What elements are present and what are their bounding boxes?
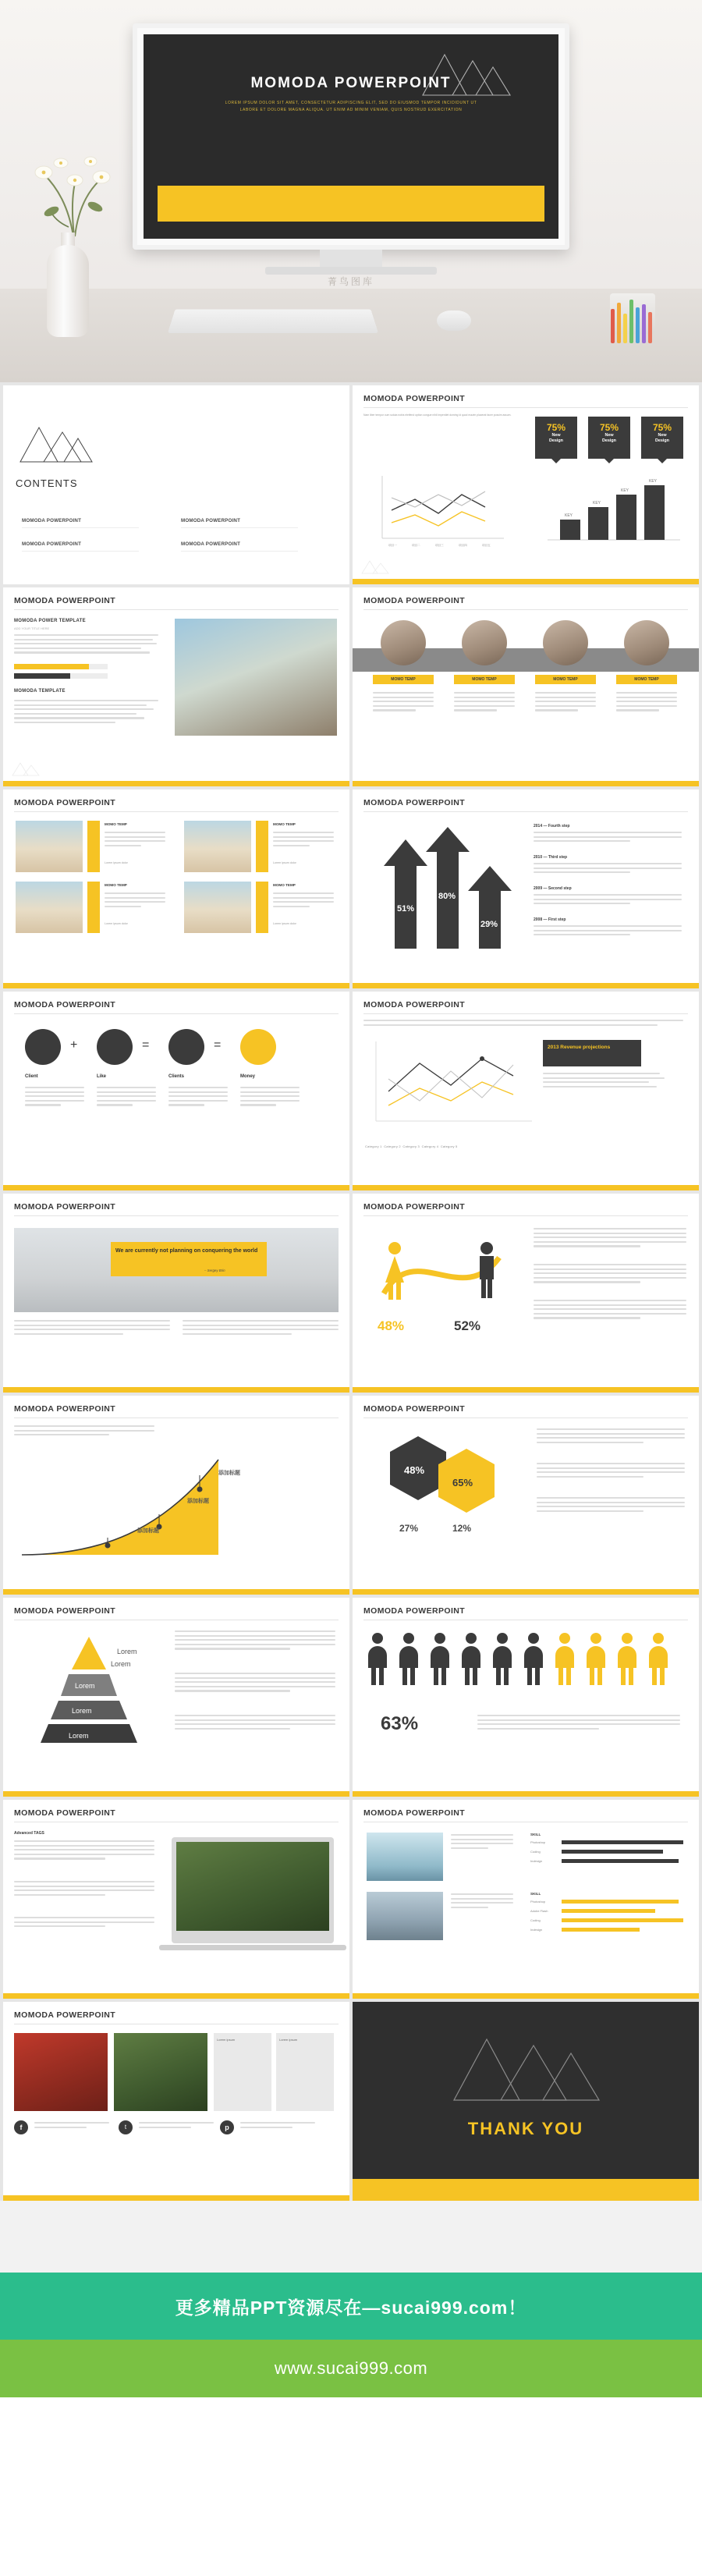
promo-banner-2: www.sucai999.com	[0, 2340, 702, 2397]
plus-operator: +	[70, 1038, 78, 1052]
profile-text-1	[373, 692, 434, 714]
section-heading-1: MOMODA POWER TEMPLATE	[14, 619, 86, 623]
pinterest-icon[interactable]: p	[220, 2120, 234, 2134]
bar-chart	[537, 471, 685, 557]
big-percent: 63%	[381, 1713, 419, 1734]
footer-spacer	[0, 2397, 702, 2444]
slide-contents[interactable]	[3, 385, 349, 584]
category-4: Category 4	[421, 1144, 439, 1148]
group-icon	[168, 1029, 204, 1065]
category-3: Category 3	[402, 1144, 420, 1148]
skill2-label-1: Photoshop	[530, 1900, 546, 1904]
card-label-4: MOMO TEMP	[273, 883, 296, 887]
step-year: 2009	[534, 886, 543, 891]
timeline-step-4: 2008 — First step	[534, 917, 566, 922]
badge-line1: New	[658, 433, 667, 438]
equals-operator-1: =	[142, 1038, 150, 1052]
contents-item-4[interactable]: MOMODA POWERPOINT	[181, 541, 241, 547]
badge-value: 75%	[546, 422, 566, 433]
skill-caption-2	[451, 1893, 513, 1911]
pyramid-text-3	[175, 1715, 335, 1732]
photo-tower	[367, 1892, 443, 1940]
paragraph-block-1	[14, 634, 158, 656]
card-photo-1	[16, 821, 83, 872]
photo-forest	[176, 1842, 329, 1931]
badge-line1: New	[551, 433, 561, 438]
triangles-logo-icon	[446, 2028, 602, 2106]
slide-four-profiles[interactable]	[353, 587, 699, 786]
badge-value: 75%	[599, 422, 619, 433]
card-meta-3: Lorem ipsum dolor	[105, 922, 128, 925]
hex-text-1	[537, 1428, 685, 1446]
progress-track-1	[14, 664, 108, 669]
watermark-text: 菁鸟图库	[327, 276, 375, 287]
step-year: 2014	[534, 824, 543, 829]
avatar-3	[543, 620, 588, 665]
slide-photo-social[interactable]	[3, 2002, 349, 2201]
laptop-text-3	[14, 1917, 154, 1930]
timeline-text-4	[534, 925, 682, 939]
skill2-bar-1	[562, 1900, 679, 1904]
card-meta-4: Lorem ipsum dolor	[273, 922, 296, 925]
profile-label-4: MOMO TEMP	[634, 677, 659, 682]
badge-line2: Design	[655, 438, 669, 443]
slide-thank-you[interactable]	[353, 2002, 699, 2201]
progress-fill-1	[14, 664, 89, 669]
promo-banner-1: 更多精品PPT资源尽在—sucai999.com！	[0, 2273, 702, 2340]
social-text-1	[34, 2122, 109, 2131]
slide-title: MOMODA POWERPOINT	[14, 2010, 116, 2020]
twitter-icon[interactable]: t	[119, 2120, 133, 2134]
slide-title: MOMODA POWERPOINT	[14, 1202, 116, 1212]
slide-title: MOMODA POWERPOINT	[14, 1808, 116, 1818]
category-2: Category 2	[384, 1144, 401, 1148]
hero-banner	[0, 0, 702, 382]
quote-text: We are currently not planning on conquering the world	[115, 1248, 258, 1254]
pencil-icon	[642, 304, 646, 343]
pencil-icon	[617, 303, 621, 343]
skill-bar-3	[562, 1859, 679, 1863]
curve-tag-2: 添加标题	[187, 1499, 209, 1504]
photo-ice	[367, 1833, 443, 1881]
legend-lines	[543, 1073, 675, 1090]
monitor-screen	[144, 34, 558, 239]
slide-title: MOMODA POWERPOINT	[363, 596, 466, 605]
bottom-spacer	[0, 2201, 702, 2273]
pyramid-chart	[23, 1632, 156, 1749]
timeline-step-3: 2009 — Second step	[534, 886, 572, 891]
step-label: Fourth step	[548, 824, 570, 829]
slide-title: MOMODA POWERPOINT	[14, 596, 116, 605]
svg-text:项目二: 项目二	[412, 544, 420, 547]
accent-bar	[353, 983, 699, 988]
people-row-1	[367, 1630, 686, 1708]
node-label-4: Money	[240, 1074, 256, 1079]
accent-bar	[353, 1791, 699, 1797]
skill2-label-3: Coding	[530, 1918, 541, 1922]
slide-template-photo[interactable]	[3, 587, 349, 786]
skill2-label-4: Indesign	[530, 1928, 543, 1932]
side-card-label-1: Lorem ipsum	[217, 2038, 236, 2042]
photo-trees	[114, 2033, 207, 2111]
card-meta-1: Lorem ipsum dolor	[105, 861, 128, 864]
slide-title: MOMODA POWERPOINT	[363, 1404, 466, 1414]
laptop-frame	[172, 1837, 334, 1943]
title-rule	[14, 811, 339, 812]
watermark-triangles-icon	[360, 558, 392, 575]
subheading: Advanced TAGS	[14, 1831, 44, 1836]
node-text-1	[25, 1087, 84, 1109]
flowers-decoration	[27, 152, 128, 238]
accent-bar	[3, 1993, 349, 1999]
hex-text-2	[537, 1463, 685, 1480]
slide-arrows-timeline[interactable]	[353, 789, 699, 988]
avatar-1	[381, 620, 426, 665]
profile-text-2	[454, 692, 515, 714]
card-photo-3	[16, 882, 83, 933]
accent-bar	[3, 1589, 349, 1595]
curve-tag-3: 添加标题	[137, 1528, 159, 1534]
side-card-1	[214, 2033, 271, 2111]
svg-text:12%: 12%	[452, 1523, 472, 1534]
gender-text-1	[534, 1228, 686, 1250]
pyramid-text-1	[175, 1630, 335, 1652]
accent-bar	[353, 1387, 699, 1393]
photo-building	[14, 2033, 108, 2111]
card-label-3: MOMO TEMP	[105, 883, 127, 887]
divider	[22, 527, 139, 528]
card-photo-2	[184, 821, 251, 872]
hexagon-stats	[376, 1432, 516, 1549]
slide-title: MOMODA POWERPOINT	[363, 1202, 466, 1212]
slide-pictogram[interactable]	[353, 1598, 699, 1797]
skill2-bar-4	[562, 1928, 640, 1932]
callout-box	[543, 1040, 641, 1066]
keyboard	[168, 309, 378, 333]
callout-title: 2013 Revenue projections	[548, 1045, 611, 1050]
laptop-text-2	[14, 1881, 154, 1898]
timeline-text-3	[534, 894, 682, 907]
gender-diagram	[368, 1231, 516, 1317]
multi-line-chart	[365, 1037, 537, 1138]
slide-intro-lines	[363, 1020, 683, 1028]
photo-woman	[175, 619, 337, 736]
slide-title: MOMODA POWERPOINT	[14, 1000, 116, 1009]
laptop-base	[159, 1945, 346, 1950]
svg-text:KEY: KEY	[593, 501, 601, 506]
quote-body-1	[14, 1320, 170, 1337]
slide-title: MOMODA POWERPOINT	[363, 1808, 466, 1818]
skill-label-1: Photoshop	[530, 1840, 546, 1844]
slide-charts-badges[interactable]	[353, 385, 699, 584]
svg-text:Lorem: Lorem	[69, 1732, 89, 1740]
contents-item-1[interactable]: MOMODA POWERPOINT	[22, 518, 82, 523]
skill-label-3: Indesign	[530, 1859, 543, 1863]
slide-title: MOMODA POWERPOINT	[363, 394, 466, 403]
arrow-chart	[376, 824, 516, 953]
chart-categories	[365, 1144, 457, 1148]
step-year: 2010	[534, 855, 543, 860]
svg-text:29%: 29%	[480, 920, 498, 929]
social-text-3	[240, 2122, 315, 2131]
node-label-3: Clients	[168, 1074, 185, 1079]
accent-bar	[353, 2179, 699, 2201]
card-photo-4	[184, 882, 251, 933]
slide-title: MOMODA POWERPOINT	[14, 1606, 116, 1616]
female-percent: 48%	[378, 1318, 405, 1333]
watermark-triangles-icon	[11, 760, 42, 777]
avatar-4	[624, 620, 669, 665]
svg-text:65%: 65%	[452, 1477, 473, 1488]
curve-intro	[14, 1425, 154, 1439]
slide-pyramid[interactable]	[3, 1598, 349, 1797]
card-accent-4	[256, 882, 268, 933]
vase	[47, 245, 89, 337]
node-label-1: Client	[25, 1074, 38, 1079]
pencil-icon	[623, 314, 627, 343]
contents-item-2[interactable]: MOMODA POWERPOINT	[181, 518, 241, 523]
title-rule	[363, 407, 688, 408]
title-rule	[363, 609, 688, 610]
profile-label-3: MOMO TEMP	[553, 677, 578, 682]
curve-tag-1: 添加标题	[218, 1471, 240, 1476]
paragraph-block-2	[14, 700, 158, 726]
slide-title: MOMODA POWERPOINT	[363, 798, 466, 807]
stat-badge-2	[588, 417, 630, 459]
step-year: 2008	[534, 917, 543, 922]
facebook-icon[interactable]: f	[14, 2120, 28, 2134]
person-icon	[25, 1029, 61, 1065]
svg-text:KEY: KEY	[565, 513, 573, 518]
svg-text:51%: 51%	[397, 904, 415, 914]
equals-operator-2: =	[214, 1038, 222, 1052]
skill-label-2: Coding	[530, 1850, 541, 1854]
badge-line1: New	[604, 433, 614, 438]
svg-text:27%: 27%	[399, 1523, 419, 1534]
accent-bar	[353, 1185, 699, 1190]
svg-text:项目四: 项目四	[459, 544, 467, 547]
card-text-3	[105, 892, 165, 910]
timeline-step-2: 2010 — Third step	[534, 855, 568, 860]
slide-intro-text: Nam liber tempor cum soluta nobis eleifend option congue nihil imperdiet doming id quod mazim placerat facer possim assum.	[363, 413, 512, 417]
title-rule	[363, 1013, 688, 1014]
divider	[181, 527, 298, 528]
svg-text:80%: 80%	[438, 892, 456, 901]
monitor	[133, 23, 569, 265]
skill2-bar-3	[562, 1918, 683, 1922]
slide-grid	[0, 382, 702, 2201]
slide-title: MOMODA POWERPOINT	[14, 798, 116, 807]
timeline-text-2	[534, 863, 682, 876]
section-heading-2: MOMODA TEMPLATE	[14, 689, 66, 694]
monitor-neck	[320, 250, 382, 267]
step-label: Second step	[548, 886, 572, 891]
divider	[22, 551, 139, 552]
side-card-label-2: Lorem ipsum	[279, 2038, 298, 2042]
node-text-4	[240, 1087, 300, 1109]
gender-text-3	[534, 1300, 686, 1322]
triangles-logo-icon	[17, 421, 95, 465]
badge-value: 75%	[652, 422, 672, 433]
svg-text:KEY: KEY	[649, 479, 658, 484]
progress-track-2	[14, 673, 108, 679]
slide-equation-icons[interactable]	[3, 992, 349, 1190]
skill2-bar-2	[562, 1909, 655, 1913]
svg-text:项目五: 项目五	[482, 544, 491, 547]
node-text-3	[168, 1087, 228, 1109]
profile-text-4	[616, 692, 677, 714]
side-card-2	[276, 2033, 334, 2111]
title-rule	[14, 1215, 339, 1216]
slide-photo-cards[interactable]	[3, 789, 349, 988]
skill2-label-2: Adobe Flash	[530, 1909, 548, 1913]
title-rule	[363, 1215, 688, 1216]
slide-skills[interactable]	[353, 1800, 699, 1999]
section-subheading: ADD YOUR TITLE HERE	[14, 626, 50, 630]
line-chart	[368, 471, 509, 557]
title-rule	[363, 811, 688, 812]
slide-title: MOMODA POWERPOINT	[363, 1606, 466, 1616]
svg-text:Lorem: Lorem	[117, 1648, 137, 1655]
slide-quote[interactable]	[3, 1194, 349, 1393]
skill-head-1: SKILL	[530, 1833, 541, 1836]
pencil-icon	[648, 312, 652, 343]
mouse	[437, 310, 471, 331]
slide-title: MOMODA POWERPOINT	[363, 1000, 466, 1009]
accent-bar	[353, 579, 699, 584]
card-meta-2: Lorem ipsum dolor	[273, 861, 296, 864]
laptop-text-1	[14, 1840, 154, 1862]
gender-text-2	[534, 1264, 686, 1286]
svg-text:Lorem: Lorem	[111, 1660, 131, 1668]
pencil-icon	[629, 300, 633, 343]
accent-bar	[353, 781, 699, 786]
thank-you-text: THANK YOU	[467, 2119, 584, 2138]
step-label: First step	[548, 917, 566, 922]
timeline-step-1: 2014 — Fourth step	[534, 824, 570, 829]
svg-text:项目三: 项目三	[435, 544, 444, 547]
svg-text:48%: 48%	[404, 1464, 425, 1476]
card-label-2: MOMO TEMP	[273, 822, 296, 826]
hex-text-3	[537, 1497, 685, 1514]
thumbsup-icon	[97, 1029, 133, 1065]
skill-bar-1	[562, 1840, 683, 1844]
card-accent-2	[256, 821, 268, 872]
hero-accent-band	[158, 186, 544, 222]
hero-subtitle: LOREM IPSUM DOLOR SIT AMET, CONSECTETUR ADIPISCING ELIT, SED DO EIUSMOD TEMPOR INCIDIDUNT UT LABORE ET DOLORE MAGNA ALIQUA. UT ENIM AD MINIM VENIAM, QUIS NOSTRUD EXERCITATION	[225, 101, 477, 112]
slide-title: MOMODA POWERPOINT	[14, 1404, 116, 1414]
monitor-bezel	[133, 23, 569, 250]
card-accent-1	[87, 821, 100, 872]
progress-fill-2	[14, 673, 70, 679]
desk-surface	[0, 289, 702, 382]
avatar-2	[462, 620, 507, 665]
contents-heading: CONTENTS	[16, 477, 78, 489]
skill-head-2: SKILL	[530, 1892, 541, 1896]
card-text-4	[273, 892, 334, 910]
node-label-2: Like	[97, 1074, 107, 1079]
accent-bar	[3, 1185, 349, 1190]
quote-attribution: – Sergey Brin	[204, 1268, 225, 1272]
pencil-icon	[611, 309, 615, 343]
svg-text:项目一: 项目一	[388, 544, 397, 547]
divider	[181, 551, 298, 552]
card-text-2	[273, 832, 334, 849]
slide-growth-curve[interactable]	[3, 1396, 349, 1595]
category-1: Category 1	[365, 1144, 382, 1148]
slide-laptop-forest[interactable]	[3, 1800, 349, 1999]
pencil-icon	[636, 307, 640, 343]
badge-line2: Design	[549, 438, 563, 443]
accent-bar	[3, 1387, 349, 1393]
slide-hex-stats[interactable]	[353, 1396, 699, 1595]
social-text-2	[139, 2122, 214, 2131]
pyramid-text-2	[175, 1673, 335, 1694]
card-accent-3	[87, 882, 100, 933]
accent-bar	[3, 781, 349, 786]
slide-gender-split[interactable]	[353, 1194, 699, 1393]
monitor-base	[265, 267, 437, 275]
profile-text-3	[535, 692, 596, 714]
accent-bar	[3, 1791, 349, 1797]
accent-bar	[3, 2195, 349, 2201]
stat-badge-3	[641, 417, 683, 459]
skill-caption-1	[451, 1834, 513, 1851]
category-5: Category 5	[440, 1144, 458, 1148]
money-icon	[240, 1029, 276, 1065]
accent-bar	[353, 1589, 699, 1595]
svg-text:Lorem: Lorem	[75, 1682, 95, 1690]
slide-revenue-chart[interactable]	[353, 992, 699, 1190]
accent-bar	[353, 1993, 699, 1999]
pictogram-text	[477, 1715, 680, 1732]
step-label: Third step	[548, 855, 568, 860]
svg-text:Lorem: Lorem	[72, 1707, 92, 1715]
stat-badge-1	[535, 417, 577, 459]
card-label-1: MOMO TEMP	[105, 822, 127, 826]
card-text-1	[105, 832, 165, 849]
skill-bar-2	[562, 1850, 663, 1854]
node-text-2	[97, 1087, 156, 1109]
title-rule	[14, 609, 339, 610]
growth-curve-chart	[14, 1446, 248, 1563]
profile-label-2: MOMO TEMP	[472, 677, 497, 682]
svg-text:KEY: KEY	[621, 488, 629, 493]
male-percent: 52%	[454, 1318, 481, 1333]
timeline-text-1	[534, 832, 682, 845]
hero-title: MOMODA POWERPOINT	[250, 75, 452, 91]
accent-bar	[3, 983, 349, 988]
profile-label-1: MOMO TEMP	[391, 677, 416, 682]
quote-body-2	[183, 1320, 339, 1337]
contents-item-3[interactable]: MOMODA POWERPOINT	[22, 541, 82, 547]
title-rule	[14, 1013, 339, 1014]
badge-line2: Design	[602, 438, 616, 443]
